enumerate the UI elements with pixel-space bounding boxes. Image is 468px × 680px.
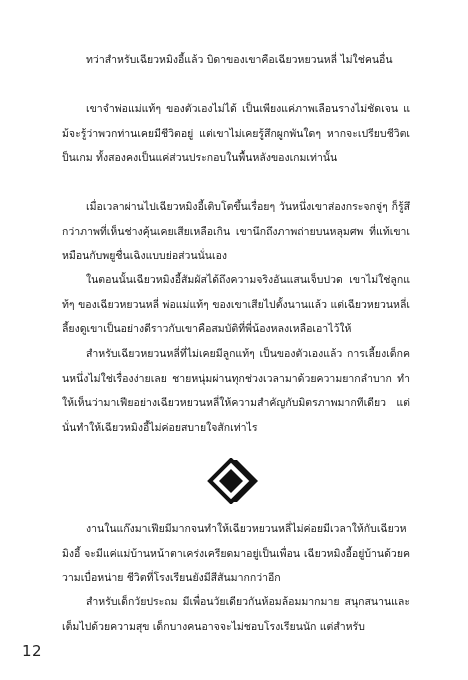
paragraph-6: งานในแก๊งมาเฟียมีมากจนทำให้เฉียวหยวนหลี่ไม่ค่อยมีเวลาให้กับเฉียวหมิงอี้ จะมีแค่แม่บ้านหน้าตาเคร่งเครียดมาอยู่เป็นเพื่อน เฉียวหมิงอี้อยู่บ้านด้วยความเบื่อหน่าย ชีวิตที่โรงเรียนยังมีสีสันมากกว่าอีก <box>62 523 410 584</box>
paragraph-5: สำหรับเฉียวหยวนหลี่ที่ไม่เคยมีลูกแท้ๆ เป็นของตัวเองแล้ว การเลี้ยงเด็กคนหนึ่งไม่ใช่เรื่องง่ายเลย ชายหนุ่มผ่านทุกช่วงเวลามาด้วยความยากลำบาก ทำให้เห็นว่ามาเฟียอย่างเฉียวหยวนหลี่ให้ความสำคัญกับมิตรภาพมากทีเดียว แต่นั่นทำให้เฉียวหมิงอี้ไม่ค่อยสบายใจสักเท่าไร <box>62 348 410 434</box>
paragraph-4: ในตอนนั้นเฉียวหมิงอี้สัมผัสได้ถึงความจริงอันแสนเจ็บปวด เขาไม่ใช่ลูกแท้ๆ ของเฉียวหยวนหลี่ พ่อแม่แท้ๆ ของเขาเสียไปตั้งนานแล้ว แต่เฉียวหยวนหลี่เลี้ยงดูเขาเป็นอย่างดีราวกับเขาคือสมบัติที่พี่น้องหลงเหลือเอาไว้ให้ <box>62 274 410 335</box>
section-divider-ornament-icon <box>200 458 262 504</box>
paragraph-2: เขาจำพ่อแม่แท้ๆ ของตัวเองไม่ได้ เป็นเพียงแค่ภาพเลือนรางไม่ชัดเจน แม้จะรู้ว่าพวกท่านเคยมีชีวิตอยู่ แต่เขาไม่เคยรู้สึกผูกพันใดๆ หากจะเปรียบชีวิตเป็นเกม ทั้งสองคงเป็นแค่ส่วนประกอบในพื้นหลังของเกมเท่านั้น <box>62 103 410 164</box>
paragraph-1: ทว่าสำหรับเฉียวหมิงอี้แล้ว บิดาของเขาคือเฉียวหยวนหลี่ ไม่ใช่คนอื่น <box>86 54 393 66</box>
paragraph-7: สำหรับเด็กวัยประถม มีเพื่อนวัยเดียวกันห้อมล้อมมากมาย สนุกสนานและเต็มไปด้วยความสุข เด็กบางคนอาจจะไม่ชอบโรงเรียนนัก แต่สำหรับ <box>62 596 410 633</box>
page-number: 12 <box>22 642 43 660</box>
paragraph-3: เมื่อเวลาผ่านไปเฉียวหมิงอี้เติบโตขึ้นเรื่อยๆ วันหนึ่งเขาส่องกระจกจู่ๆ ก็รู้สึกว่าภาพที่เห็นช่างคุ้นเคยเสียเหลือเกิน เขานึกถึงภาพถ่ายบนหลุมศพ ที่แท้เขาเหมือนกับพยูชื่นเฉิงแบบย่อส่วนนั่นเอง <box>62 201 410 262</box>
